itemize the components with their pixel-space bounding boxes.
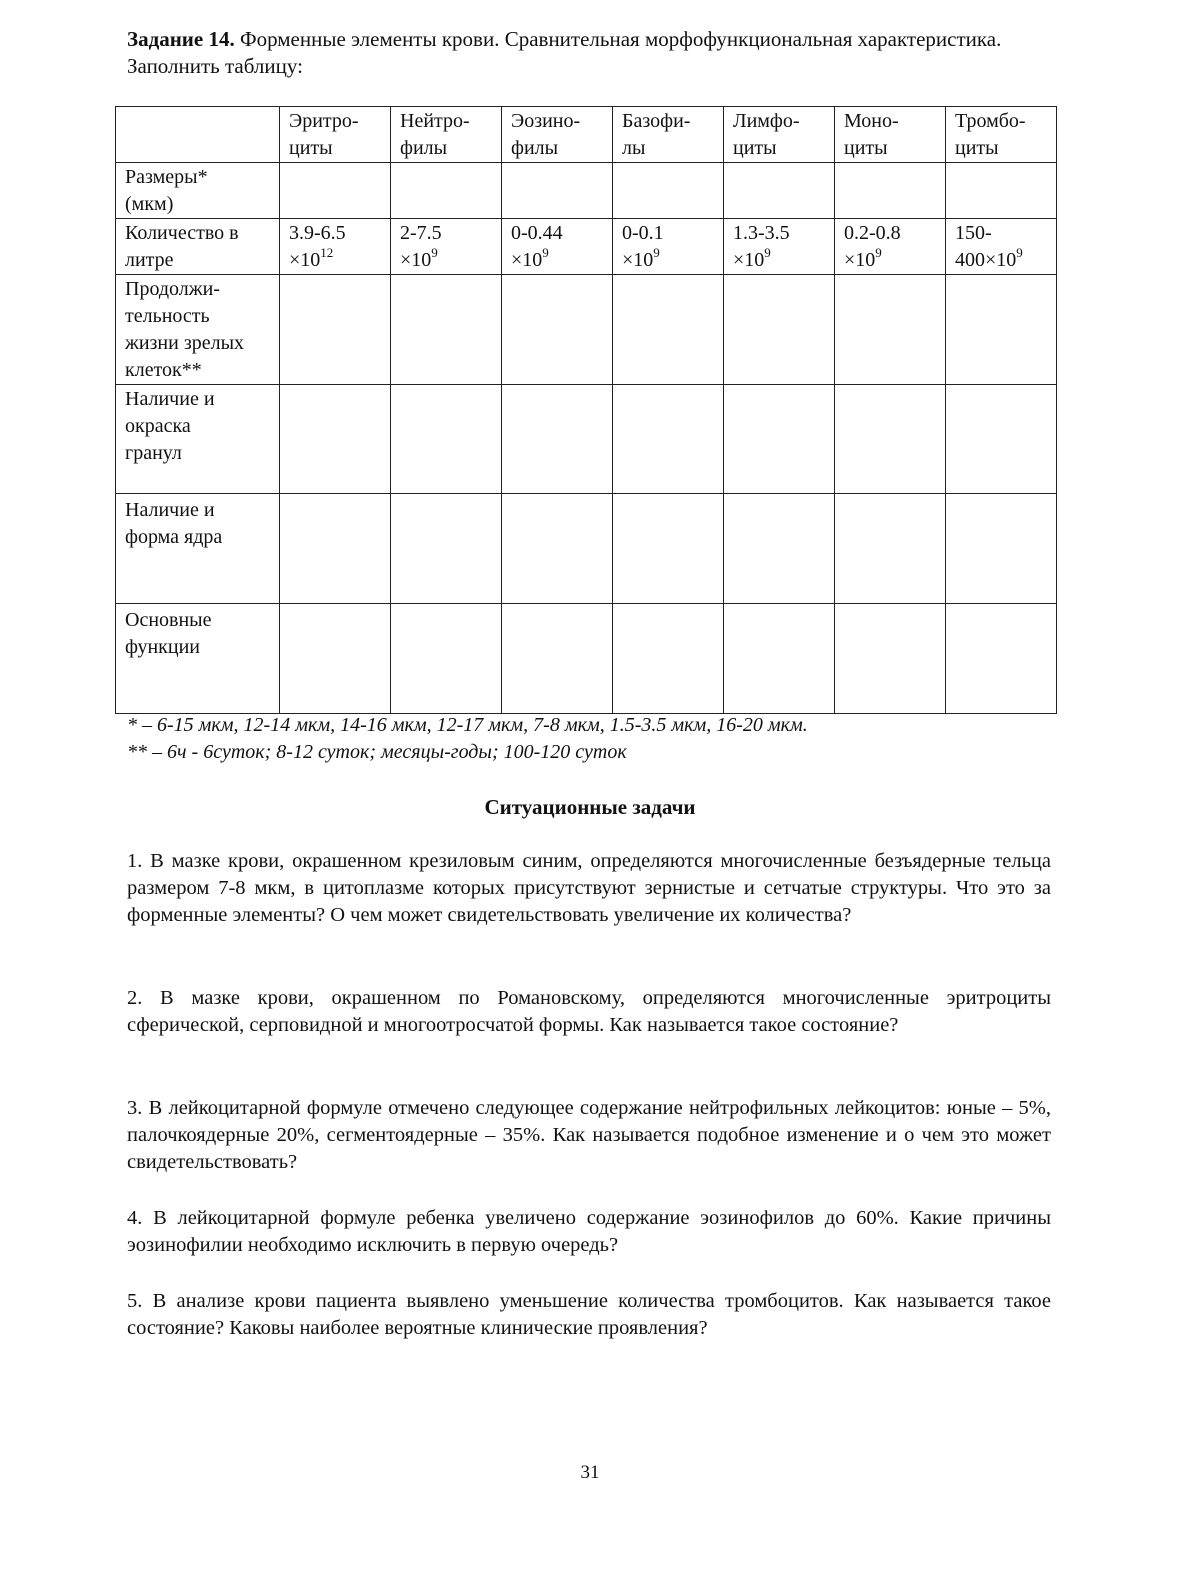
table-cell [280,494,391,604]
table-cell [613,385,724,494]
footnote-sizes: * – 6-15 мкм, 12-14 мкм, 14-16 мкм, 12-17 мкм, 7-8 мкм, 1.5-3.5 мкм, 16-20 мкм. [127,714,808,736]
table-cell [280,275,391,385]
table-row [116,385,1057,494]
row-label: Основные функции [116,604,280,714]
table-cell [391,494,502,604]
table-cell [946,275,1057,385]
row-label: Наличие и форма ядра [116,494,280,604]
count-cell: 0-0.44 $\times 10^9$ [502,219,613,275]
footnote-lifespan: ** – 6ч - 6суток; 8-12 суток; месяцы-годы; 100-120 суток [127,741,627,763]
table-corner-cell [116,107,280,163]
table-cell [613,163,724,219]
table-cell [391,275,502,385]
table-row [116,604,1057,714]
table-cell [835,494,946,604]
column-header: Лимфо- циты [724,107,835,163]
table-cell [724,604,835,714]
table-cell [835,604,946,714]
table-row [116,219,1057,275]
section-title: Ситуационные задачи [484,795,696,819]
table-row [116,163,1057,219]
task-item: 3. В лейкоцитарной формуле отмечено следующее содержание нейтрофильных лейкоцитов: юные – 5%, палочкоядерные 20%, сегментоядерные – 35%. Как называется подобное изменение и о чем это может свидетельствовать? [127,1097,1051,1173]
table-cell [946,385,1057,494]
assignment-text: Форменные элементы крови. Сравнительная морфофункциональная характеристика. Заполнить таблицу: [127,27,1002,78]
count-cell: 0.2-0.8 $\times 10^9$ [835,219,946,275]
table-cell [724,275,835,385]
table-cell [502,385,613,494]
column-header: Тромбо- циты [946,107,1057,163]
table-row [116,275,1057,385]
page-number: 31 [580,1462,600,1483]
table-cell [280,385,391,494]
table-cell [946,604,1057,714]
row-label: Продолжи- тельность жизни зрелых клеток** [116,275,280,385]
row-label: Наличие и окраска гранул [116,385,280,494]
table-cell [502,275,613,385]
task-item: 4. В лейкоцитарной формуле ребенка увеличено содержание эозинофилов до 60%. Какие причины эозинофилии необходимо исключить в первую очередь? [127,1207,1051,1256]
table-cell [946,494,1057,604]
table-cell [835,163,946,219]
table-cell [724,385,835,494]
table-cell [280,163,391,219]
assignment-label: Задание 14. [127,27,235,51]
table-cell [391,604,502,714]
table-cell [724,163,835,219]
table-cell [724,494,835,604]
count-cell: 2-7.5 $\times 10^9$ [391,219,502,275]
table-cell [835,275,946,385]
column-header: Эозино- филы [502,107,613,163]
table-header-row [116,107,1057,163]
blood-cells-table [115,106,1057,714]
table-cell [613,604,724,714]
table-cell [502,494,613,604]
table-cell [502,604,613,714]
table-cell [280,604,391,714]
table-cell [391,385,502,494]
task-item: 5. В анализе крови пациента выявлено уменьшение количества тромбоцитов. Как называется такое состояние? Каковы наиболее вероятные клинические проявления? [127,1290,1051,1339]
assignment-heading [127,26,1057,80]
count-cell: 0-0.1 $\times 10^9$ [613,219,724,275]
table-cell [613,494,724,604]
table-cell [613,275,724,385]
table-cell [502,163,613,219]
row-label: Количество в литре [116,219,280,275]
task-item: 2. В мазке крови, окрашенном по Романовскому, определяются многочисленные эритроциты сферической, серповидной и многоотросчатой формы. Как называется такое состояние? [127,987,1051,1036]
table-cell [946,163,1057,219]
table-cell [835,385,946,494]
count-cell: 150- $400\times 10^9$ [946,219,1057,275]
table-cell [391,163,502,219]
task-item: 1. В мазке крови, окрашенном крезиловым синим, определяются многочисленные безъядерные тельца размером 7-8 мкм, в цитоплазме которых присутствуют зернистые и сетчатые структуры. Что это за форменные элементы? О чем может свидетельствовать увеличение их количества? [127,850,1051,926]
count-cell: 1.3-3.5 $\times 10^9$ [724,219,835,275]
table-row [116,494,1057,604]
column-header: Нейтро- филы [391,107,502,163]
column-header: Эритро- циты [280,107,391,163]
column-header: Базофи- лы [613,107,724,163]
row-label: Размеры* (мкм) [116,163,280,219]
count-cell: 3.9-6.5 $\times 10^{12}$ [280,219,391,275]
column-header: Моно- циты [835,107,946,163]
